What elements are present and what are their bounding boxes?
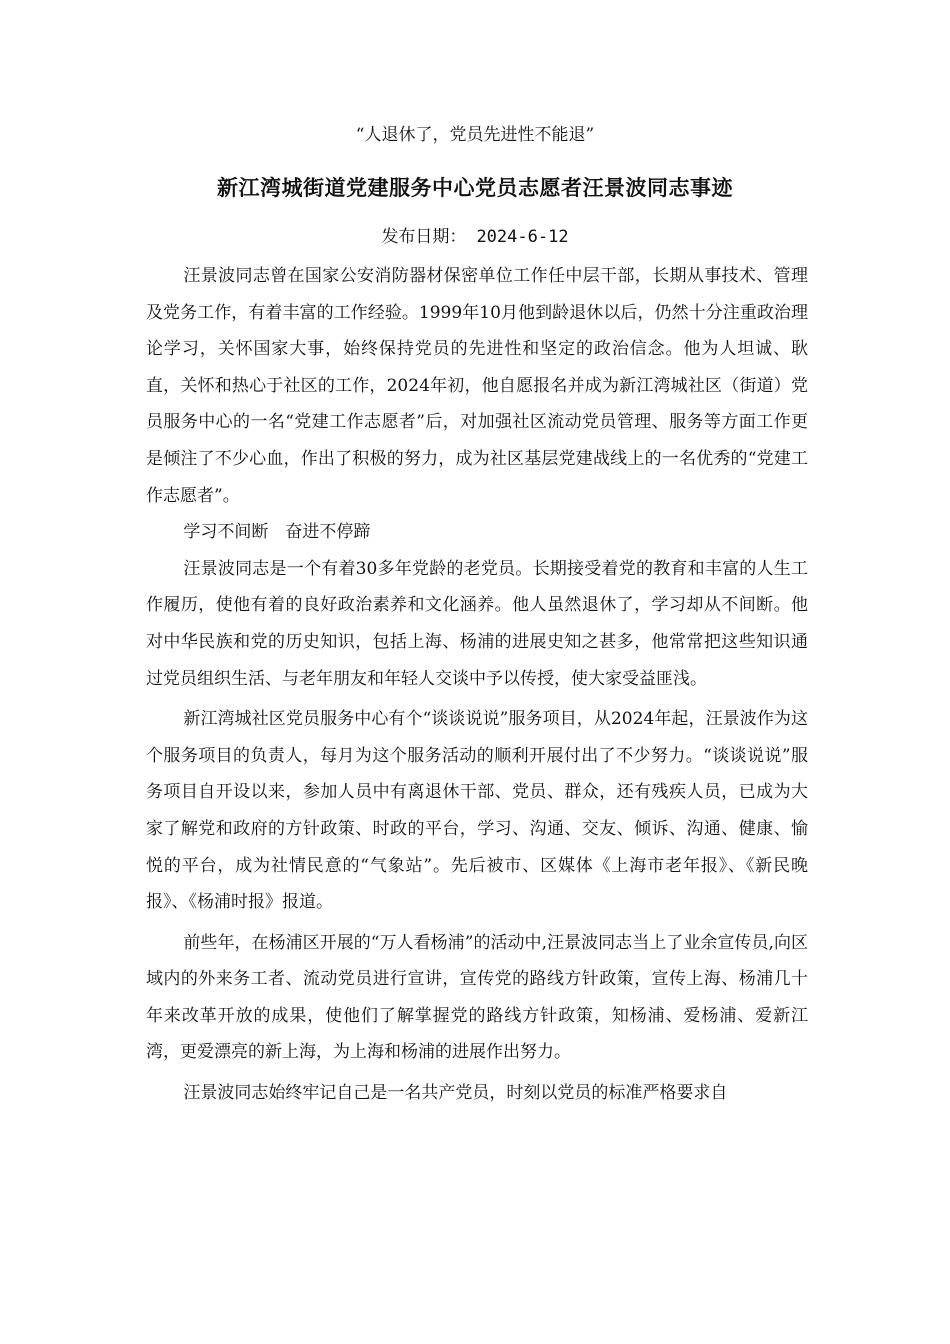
- document-body: [146, 258, 808, 1112]
- section-heading: 学习不间断 奋进不停蹄: [183, 522, 371, 543]
- publish-date-label: 发布日期：: [381, 227, 467, 247]
- paragraph-talk-project: 新江湾城社区党员服务中心有个“谈谈说说”服务项目，从2024年起，汪景波作为这个服务项目的负责人，每月为这个服务活动的顺利开展付出了不少努力。“谈谈说说”服务项目自开设以来，参加人员中有离退休干部、党员、群众，还有残疾人员，已成为大家了解党和政府的方针政策、时政的平台，学习、沟通、交友、倾诉、沟通、健康、愉悦的平台，成为社情民意的“气象站”。先后被市、区媒体《上海市老年报》、《新民晚报》、《杨浦时报》报道。: [146, 709, 808, 913]
- paragraph-intro: 汪景波同志曾在国家公安消防器材保密单位工作任中层干部，长期从事技术、管理及党务工作，有着丰富的工作经验。1999年10月他到龄退休以后，仍然十分注重政治理论学习，关怀国家大事，始终保持党员的先进性和坚定的政治信念。他为人坦诚、耿直，关怀和热心于社区的工作，2024年初，他自愿报名并成为新江湾城社区（街道）党员服务中心的一名“党建工作志愿者”后，对加强社区流动党员管理、服务等方面工作更是倾注了不少心血，作出了积极的努力，成为社区基层党建战线上的一名优秀的“党建工作志愿者”。: [146, 266, 808, 506]
- document-title: 新江湾城街道党建服务中心党员志愿者汪景波同志事迹: [217, 175, 733, 200]
- publish-date: [0, 224, 950, 250]
- paragraph-discipline: 汪景波同志始终牢记自己是一名共产党员，时刻以党员的标准严格要求自: [183, 1083, 728, 1104]
- document-subtitle: “人退休了，党员先进性不能退”: [355, 125, 595, 145]
- paragraph-propaganda: 前些年，在杨浦区开展的“万人看杨浦”的活动中,汪景波同志当上了业余宣传员,向区域内的外来务工者、流动党员进行宣讲，宣传党的路线方针政策，宣传上海、杨浦几十年来改革开放的成果，使他们了解掌握党的路线方针政策，知杨浦、爱杨浦、爱新江湾，更爱漂亮的新上海，为上海和杨浦的进展作出努力。: [146, 932, 808, 1063]
- paragraph-study: 汪景波同志是一个有着30多年党龄的老党员。长期接受着党的教育和丰富的人生工作履历，使他有着的良好政治素养和文化涵养。他人虽然退休了，学习却从不间断。他对中华民族和党的历史知识，包括上海、杨浦的进展史知之甚多，他常常把这些知识通过党员组织生活、与老年朋友和年轻人交谈中予以传授，使大家受益匪浅。: [146, 558, 808, 689]
- publish-date-value: 2024-6-12: [476, 227, 569, 247]
